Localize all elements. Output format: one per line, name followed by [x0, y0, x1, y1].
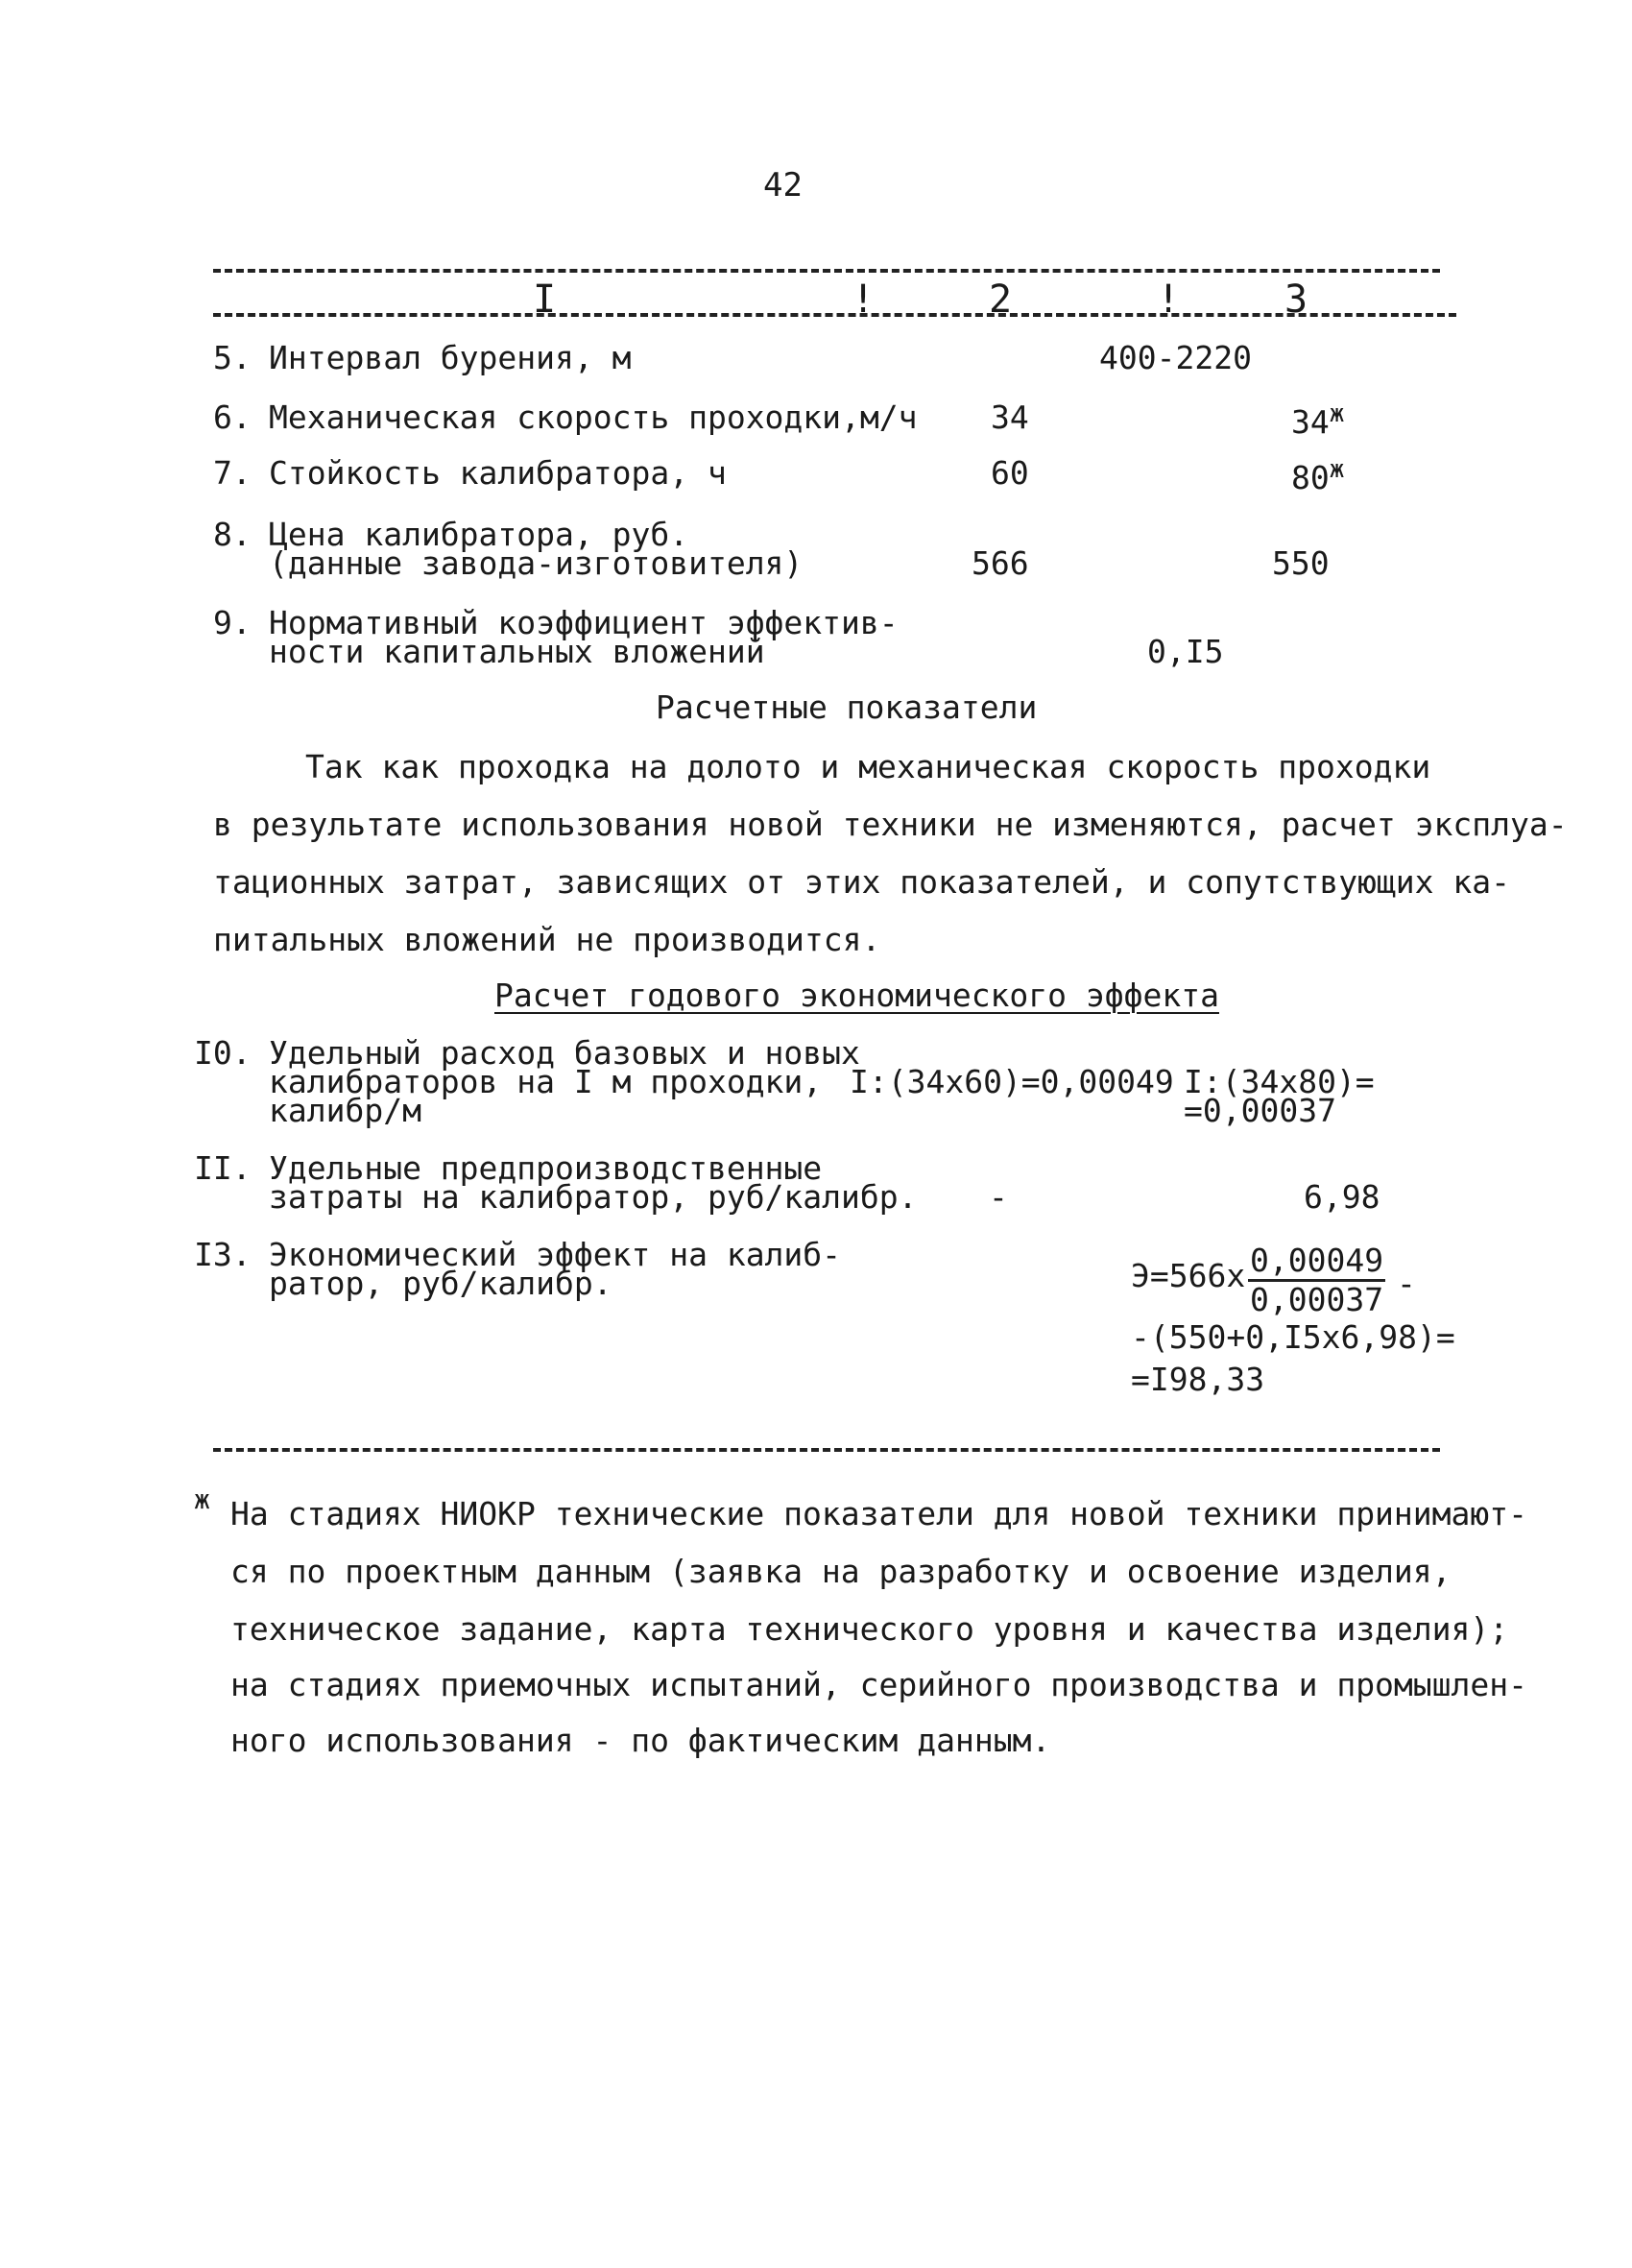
footnote-line-2: ся по проектным данным (заявка на разработку и освоение изделия,	[230, 1553, 1452, 1590]
header-col-2: 2	[989, 277, 1013, 322]
table-top-rule	[213, 269, 1440, 273]
section-title-calculated: Расчетные показатели	[656, 688, 1038, 726]
row-10-label-line-2: калибраторов на I м проходки,	[269, 1063, 823, 1100]
row-8-num: 8.	[213, 516, 252, 553]
formula-suffix: -	[1397, 1265, 1416, 1302]
row-7-label: Стойкость калибратора, ч	[269, 454, 727, 492]
formula-line-3: =I98,33	[1131, 1361, 1265, 1398]
row-13-label-line-1: Экономический эффект на калиб-	[269, 1236, 842, 1273]
row-9-label-line-2: ности капитальных вложений	[269, 633, 765, 670]
formula-line-2: -(550+0,I5x6,98)=	[1131, 1318, 1455, 1356]
header-separator-1: !	[852, 277, 876, 322]
row-11-num: II.	[194, 1149, 252, 1187]
row-10-num: I0.	[194, 1034, 252, 1072]
row-11-label-line-1: Удельные предпроизводственные	[269, 1149, 823, 1187]
row-6-num: 6.	[213, 398, 252, 436]
footnote-line-4: на стадиях приемочных испытаний, серийного производства и промышлен-	[230, 1666, 1528, 1703]
paragraph-line-2: в результате использования новой техники не изменяются, расчет эксплуа-	[213, 806, 1568, 843]
row-5-num: 5.	[213, 339, 252, 376]
row-13-num: I3.	[194, 1236, 252, 1273]
row-11-value-3: 6,98	[1304, 1178, 1380, 1216]
row-9-value: 0,I5	[1147, 633, 1224, 670]
footnote-line-1: На стадиях НИОКР технические показатели для новой техники принимают-	[230, 1495, 1528, 1532]
row-5-label: Интервал бурения, м	[269, 339, 632, 376]
row-5-value: 400-2220	[1099, 339, 1252, 376]
formula-denominator: 0,00037	[1250, 1281, 1384, 1318]
row-13-label-line-2: ратор, руб/калибр.	[269, 1265, 612, 1302]
row-7-value-3: $80^ж$	[1291, 455, 1345, 496]
row-8-value-3: 550	[1272, 544, 1330, 582]
formula-numerator: 0,00049	[1248, 1244, 1385, 1282]
row-8-value-2: 566	[972, 544, 1029, 582]
section-title-effect: Расчет годового экономического эффекта	[494, 977, 1219, 1014]
row-7-num: 7.	[213, 454, 252, 492]
footnote-mark: ж	[194, 1484, 210, 1515]
table-bottom-rule	[213, 1448, 1440, 1452]
paragraph-line-3: тационных затрат, зависящих от этих показателей, и сопутствующих ка-	[213, 863, 1511, 901]
paragraph-line-1: Так как проходка на долото и механическая скорость проходки	[305, 748, 1431, 785]
table-header-rule	[213, 313, 1456, 317]
row-8-label-line-1: Цена калибратора, руб.	[269, 516, 689, 553]
footnote-line-5: ного использования - по фактическим данным.	[230, 1722, 1051, 1759]
row-10-value-3-line-2: =0,00037	[1184, 1092, 1336, 1129]
formula-prefix: Э=566x	[1131, 1257, 1246, 1294]
row-6-value-2: 34	[991, 398, 1029, 436]
footnote-line-3: техническое задание, карта технического уровня и качества изделия);	[230, 1610, 1509, 1648]
footnote-marker: ж	[1329, 399, 1345, 428]
formula-fraction	[1248, 1242, 1385, 1318]
row-11-label-line-2: затраты на калибратор, руб/калибр.	[269, 1178, 918, 1216]
header-separator-2: !	[1157, 277, 1181, 322]
header-col-3: 3	[1284, 277, 1308, 322]
row-9-num: 9.	[213, 604, 252, 641]
paragraph-line-4: питальных вложений не производится.	[213, 921, 881, 958]
row-8-label-line-2: (данные завода-изготовителя)	[269, 544, 804, 582]
row-7-value-2: 60	[991, 454, 1029, 492]
header-col-1: I	[533, 277, 557, 322]
footnote-marker: ж	[1329, 455, 1345, 484]
row-10-value-2: I:(34x60)=0,00049	[850, 1063, 1174, 1100]
page-number: 42	[763, 166, 803, 205]
row-6-value-3: $34^ж$	[1291, 399, 1345, 441]
row-10-label-line-1: Удельный расход базовых и новых	[269, 1034, 860, 1072]
row-9-label-line-1: Нормативный коэффициент эффектив-	[269, 604, 899, 641]
row-10-label-line-3: калибр/м	[269, 1092, 421, 1129]
row-11-value-2: -	[989, 1178, 1008, 1216]
row-6-label: Механическая скорость проходки,м/ч	[269, 398, 918, 436]
row-10-value-3-line-1: I:(34x80)=	[1184, 1063, 1375, 1100]
